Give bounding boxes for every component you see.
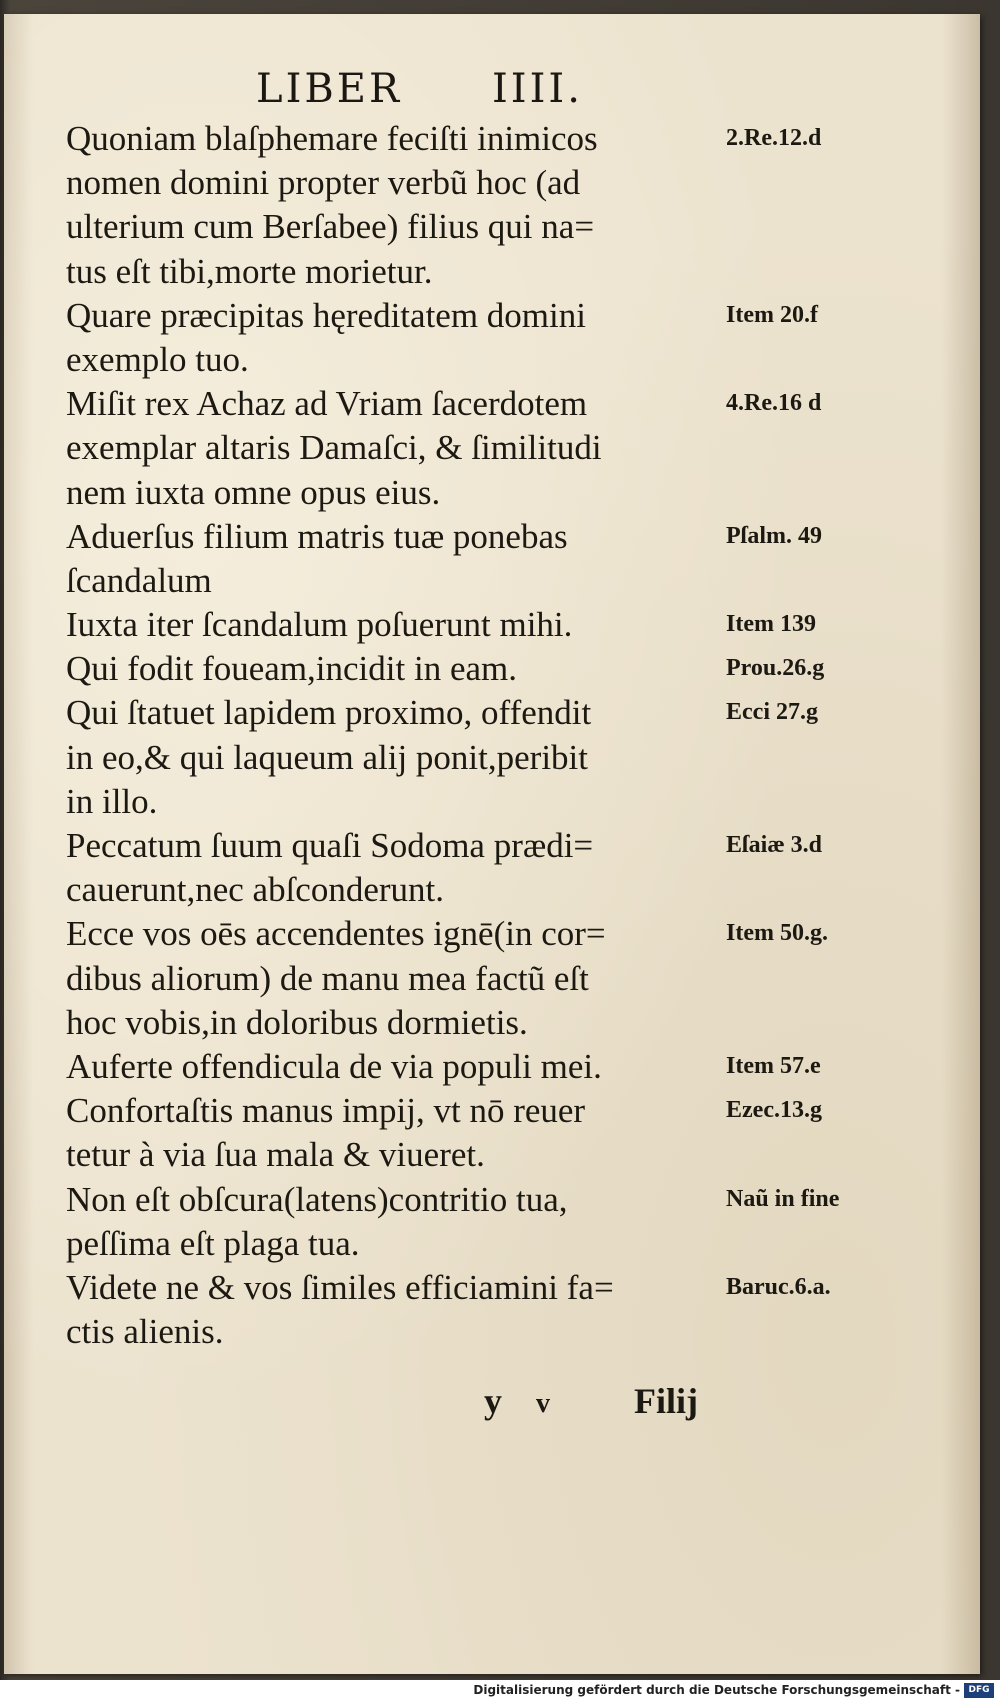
text-line — [66, 649, 986, 693]
text-line — [66, 782, 986, 826]
line-text: in eo,& qui laqueum alij ponit,peribit — [66, 737, 588, 777]
line-text: nomen domini propter verbũ hoc (ad — [66, 163, 581, 203]
line-text: Qui fodit foueam,incidit in eam. — [66, 649, 518, 689]
line-text: peſſima eſt plaga tua. — [66, 1223, 360, 1263]
marginal-reference: 2.Re.12.d — [726, 125, 822, 151]
text-line — [66, 1047, 986, 1091]
line-text: Miſit rex Achaz ad Vriam ſacerdotem — [66, 384, 588, 424]
text-line — [66, 693, 986, 737]
text-line — [66, 119, 986, 163]
line-text: Quare præcipitas hęreditatem domini — [66, 295, 586, 335]
marginal-reference: Item 50.g. — [726, 920, 828, 947]
text-line — [66, 473, 986, 517]
line-text: exemplar altaris Damaſci, & ſimilitudi — [66, 428, 602, 468]
line-text: cauerunt,nec abſconderunt. — [66, 870, 445, 910]
signature-number: v — [536, 1388, 550, 1419]
text-line — [66, 561, 986, 605]
marginal-reference: Naũ in fine — [726, 1185, 840, 1212]
text-line — [66, 1268, 986, 1312]
text-line — [66, 517, 986, 561]
line-text: Peccatum ſuum quaſi Sodoma prædi= — [66, 826, 594, 865]
text-line — [66, 207, 986, 251]
text-line — [66, 1180, 986, 1224]
marginal-reference: Ecci 27.g — [726, 699, 818, 726]
line-text: tus eſt tibi,morte morietur. — [66, 251, 433, 291]
line-text: Auferte offendicula de via populi mei. — [66, 1046, 602, 1086]
text-line — [66, 959, 986, 1003]
text-line — [66, 914, 986, 958]
line-text: nem iuxta omne opus eius. — [66, 472, 441, 512]
running-title: LIBER — [256, 66, 403, 112]
text-line — [66, 738, 986, 782]
line-text: Non eſt obſcura(latens)contritio tua, — [66, 1179, 568, 1219]
line-text: Confortaſtis manus impij, vt nō reuer — [66, 1091, 586, 1131]
line-text: Qui ſtatuet lapidem proximo, offendit — [66, 693, 592, 733]
line-text: dibus aliorum) de manu mea factũ eſt — [66, 958, 589, 998]
text-line — [66, 1003, 986, 1047]
marginal-reference: Item 139 — [726, 611, 816, 638]
line-text: in illo. — [66, 781, 158, 821]
book-number: IIII. — [492, 66, 583, 112]
line-text: ulterium cum Berſabee) filius qui na= — [66, 207, 595, 247]
text-line — [66, 163, 986, 207]
line-text: tetur à via ſua mala & viueret. — [66, 1135, 485, 1175]
marginal-reference: Prou.26.g — [726, 655, 825, 682]
line-text: Quoniam blaſphemare feciſti inimicos — [66, 119, 598, 158]
text-line — [66, 340, 986, 384]
book-page — [4, 14, 980, 1674]
text-line — [66, 605, 986, 649]
marginal-reference: Eſaiæ 3.d — [726, 832, 823, 858]
running-header — [256, 66, 583, 112]
signature-mark: y — [484, 1381, 502, 1421]
marginal-reference: Item 20.f — [726, 301, 818, 328]
text-line — [66, 252, 986, 296]
marginal-reference: Baruc.6.a. — [726, 1273, 831, 1300]
line-text: exemplo tuo. — [66, 339, 249, 379]
text-line — [66, 384, 986, 428]
text-line — [66, 1091, 986, 1135]
marginal-reference: Ezec.13.g — [726, 1097, 822, 1124]
line-text: Aduerſus filium matris tuæ ponebas — [66, 516, 568, 556]
text-line — [66, 1224, 986, 1268]
line-text: Videte ne & vos ſimiles efficiamini fa= — [66, 1267, 614, 1307]
text-line — [66, 296, 986, 340]
line-text: Iuxta iter ſcandalum poſuerunt mihi. — [66, 605, 573, 645]
funding-credit: Digitalisierung gefördert durch die Deutsche Forschungsgemeinschaft - — [473, 1683, 960, 1697]
text-line — [66, 826, 986, 870]
line-text: ctis alienis. — [66, 1312, 224, 1352]
text-line — [66, 1312, 986, 1356]
footer-bar — [0, 1680, 1000, 1703]
text-block — [66, 119, 986, 1356]
text-line — [66, 1135, 986, 1179]
text-line — [66, 428, 986, 472]
line-text: hoc vobis,in doloribus dormietis. — [66, 1002, 528, 1042]
marginal-reference: 4.Re.16 d — [726, 390, 822, 417]
catchword: Filij — [634, 1381, 698, 1421]
marginal-reference: Pſalm. 49 — [726, 522, 822, 549]
text-line — [66, 870, 986, 914]
line-text: Ecce vos oēs accendentes ignē(in cor= — [66, 914, 606, 954]
line-text: ſcandalum — [66, 560, 212, 600]
dfg-logo: DFG — [964, 1683, 994, 1698]
marginal-reference: Item 57.e — [726, 1052, 821, 1079]
